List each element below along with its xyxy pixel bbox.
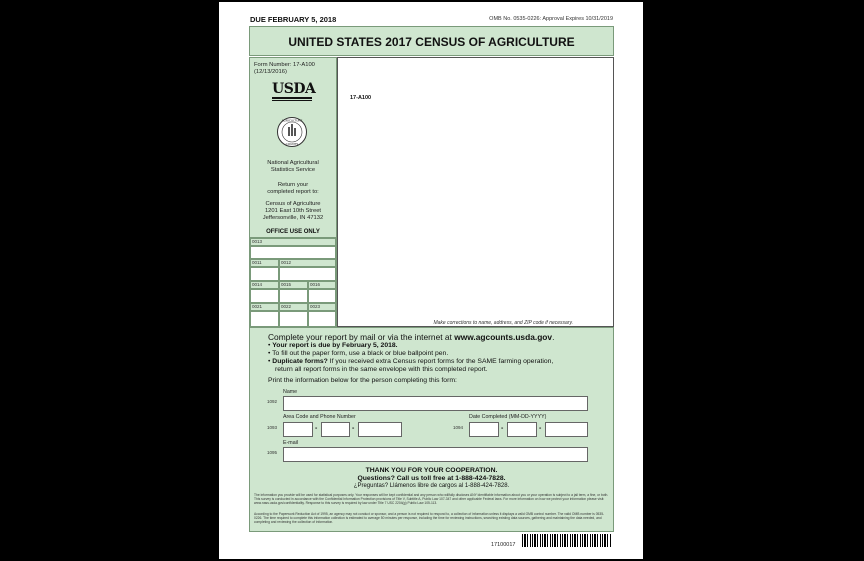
respondent-section: Complete your report by mail or via the internet at www.agcounts.usda.gov. • Your report is due by February 5, 2018. • To fill out the paper form, use a black or blue ballpoint pen. • Duplicate forms? If you received extra Census report forms for the SAME farming operation, return all report forms in the same envelope with this completed report. Print the information below for the person completing this form: Name 1092 Area Code and Phone Number 1093 - - Date Completed (MM-DD-YYYY) 1094 - - E-mail 1095 THANK YOU FOR YOUR COOPERATION. Questions? Call us toll free at 1-888-424-7828. ¿Preguntas? Llámenos libre de cargos al 1-888-424-7828. The information you provide will be used for statistical purposes only. Your responses will be kept confidential and any person who willfully discloses ANY identifiable information about you or your operation is subject to a jail term, a fine, or both. This survey is conducted in accordance with the Confidential Information Protection provisions of Title V, Subtitle A, Public Law 107-347 and other applicable Federal laws. For more information on how we protect your information please visit: www.nass.usda.gov/confidentiality. Response to this survey is required by law under Title 7 USC 2204(g) Public Law 105-113. According to the Paperwork Reduction Act of 1995, an agency may not conduct or sponsor, and a person is not required to respond to, a collection of information unless it displays a valid OMB control number. The valid OMB number is 0535-0226. The time required to complete this information collection is estimated to average 50 minutes per response, including the time for reviewing instructions, searching existing data sources, gathering and maintaining the data needed, and completing and reviewing the collection of information. [249, 327, 614, 532]
date-day-input[interactable] [507, 422, 537, 437]
usda-logo [272, 81, 316, 101]
office-code-cell: 0023 [308, 303, 336, 311]
office-code-cell: 0016 [308, 281, 336, 289]
return-address-3: Jeffersonville, IN 47132 [262, 215, 324, 221]
return-line-1: Return your [277, 182, 309, 188]
census-form-page [219, 2, 643, 559]
office-code-cell: 0021 [250, 303, 279, 311]
address-correction-note: Make corrections to name, address, and ZIP code if necessary. [433, 320, 573, 326]
svg-text:COUNTS: COUNTS [285, 142, 299, 146]
svg-text:AGRICULTURE: AGRICULTURE [281, 118, 303, 123]
email-input[interactable] [283, 447, 588, 462]
return-address-2: 1201 East 10th Street [264, 208, 322, 214]
area-code-input[interactable] [283, 422, 313, 437]
instruction-bullet-continued: return all report forms in the same envelope with this completed report. [275, 366, 488, 373]
paperwork-notice: According to the Paperwork Reduction Act of 1995, an agency may not conduct or sponsor, and a person is not required to respond to, a collection of information unless it displays a valid OMB control number. The valid OMB number is 0535-0226. The time required to complete this information collection is estimated to average 50 minutes per response, including the time for reviewing instructions, searching existing data sources, gathering and maintaining the data needed, and completing and reviewing the collection of information. [254, 512, 605, 524]
instruction-bullet: • Your report is due by February 5, 2018. [268, 342, 398, 349]
return-line-2: completed report to: [267, 189, 319, 195]
due-date: DUE FEBRUARY 5, 2018 [250, 15, 337, 24]
confidentiality-notice: The information you provide will be used for statistical purposes only. Your responses will be kept confidential and any person who willfully discloses ANY identifiable information about you or your operation is subject to a jail term, a fine, or both. This survey is conducted in accordance with the Confidential Information Protection provisions of Title V, Subtitle A, Public Law 107-347 and other applicable Federal laws. For more information on how we protect your information please visit: www.nass.usda.gov/confidentiality. Response to this survey is required by law under Title 7 USC 2204(g) Public Law 105-113. [254, 493, 609, 505]
office-code-cell: 0015 [279, 281, 308, 289]
office-use-grid [250, 237, 336, 327]
office-code-cell: 0011 [250, 259, 279, 267]
omb-number: OMB No. 0535-0226: Approval Expires 10/31/2019 [489, 16, 613, 22]
form-title: UNITED STATES 2017 CENSUS OF AGRICULTURE [288, 35, 575, 49]
phone-label: Area Code and Phone Number [283, 414, 356, 420]
office-code-cell: 0014 [250, 281, 279, 289]
instruction-bullet: • Duplicate forms? If you received extra Census report forms for the SAME farming operation, [268, 358, 554, 365]
agcounts-url[interactable]: www.agcounts.usda.gov [454, 332, 553, 342]
name-label: Name [283, 389, 298, 395]
print-info-line: Print the information below for the person completing this form: [268, 377, 457, 384]
form-number: Form Number: 17-A100 [254, 62, 315, 68]
date-code: 1094 [453, 425, 464, 430]
email-code: 1095 [267, 450, 278, 455]
form-title-banner [249, 26, 614, 56]
instruction-bullet: • To fill out the paper form, use a black or blue ballpoint pen. [268, 350, 449, 357]
name-input[interactable] [283, 396, 588, 411]
office-use-heading: OFFICE USE ONLY [266, 229, 320, 235]
agency-line-2: Statistics Service [270, 167, 316, 173]
agriculture-counts-seal [276, 116, 308, 148]
name-code: 1092 [267, 399, 278, 404]
office-code-cell: 0013 [250, 238, 336, 246]
usda-logo-text: USDA [272, 81, 316, 97]
mailing-address-box [337, 57, 614, 327]
agency-line-1: National Agricultural [267, 160, 319, 166]
date-month-input[interactable] [469, 422, 499, 437]
spanish-line: ¿Preguntas? Llámenos libre de cargos al 1-888-424-7828. [353, 483, 510, 489]
phone-code: 1093 [267, 425, 278, 430]
form-date: (12/13/2016) [254, 69, 287, 75]
office-code-cell: 0022 [279, 303, 308, 311]
left-info-panel [249, 57, 337, 327]
instructions-intro: Complete your report by mail or via the internet at www.agcounts.usda.gov. [268, 332, 555, 342]
date-label: Date Completed (MM-DD-YYYY) [469, 414, 547, 420]
barcode [522, 534, 612, 547]
date-year-input[interactable] [545, 422, 588, 437]
thank-you-line: THANK YOU FOR YOUR COOPERATION. [365, 467, 498, 474]
office-code-cell: 0012 [279, 259, 336, 267]
address-form-code: 17-A100 [350, 95, 372, 101]
phone-prefix-input[interactable] [321, 422, 350, 437]
return-address-1: Census of Agriculture [265, 201, 321, 207]
email-label: E-mail [283, 440, 299, 446]
questions-line: Questions? Call us toll free at 1-888-424-7828. [357, 475, 506, 482]
barcode-number: 17100017 [491, 542, 516, 548]
phone-line-input[interactable] [358, 422, 402, 437]
